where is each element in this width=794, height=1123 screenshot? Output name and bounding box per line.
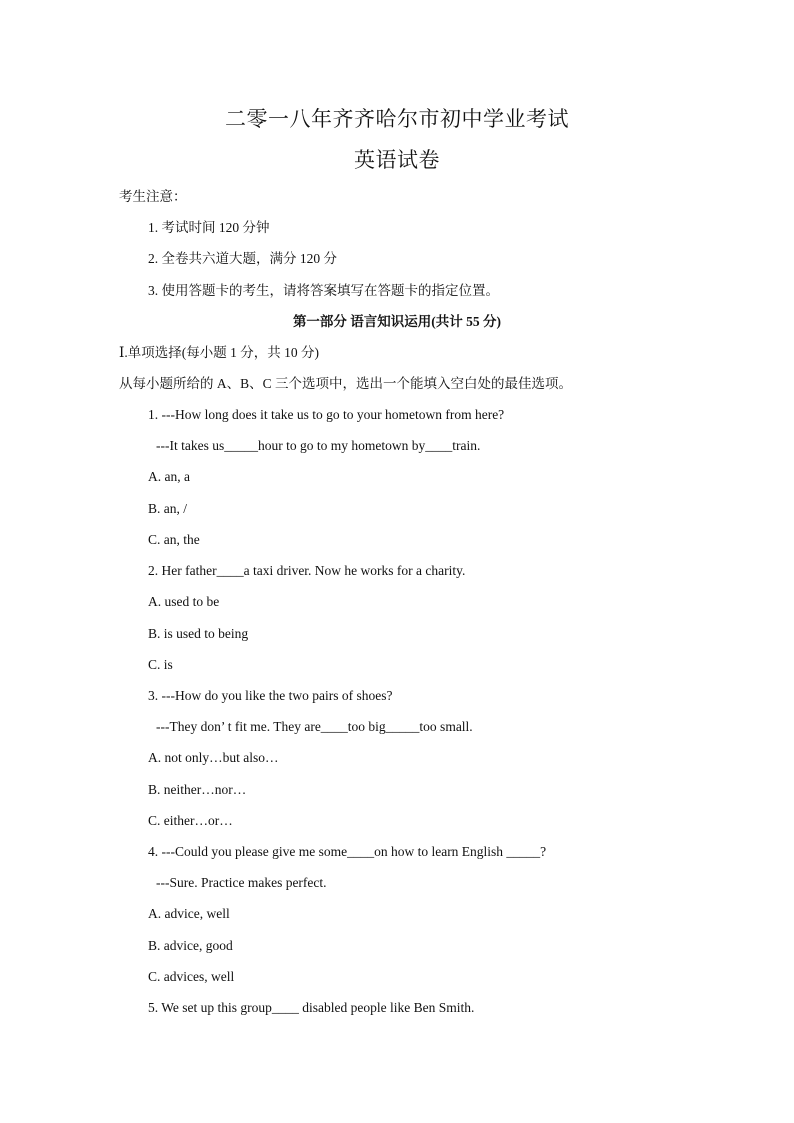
- notice-item: 3. 使用答题卡的考生，请将答案填写在答题卡的指定位置。: [148, 283, 499, 298]
- exam-subtitle: 英语试卷: [354, 148, 440, 172]
- question-stem: ---They don’ t fit me. They are____too big_____too small.: [156, 719, 473, 734]
- question-stem: ---It takes us_____hour to go to my hometown by____train.: [156, 438, 481, 453]
- question-option: B. an, /: [148, 501, 187, 516]
- question-option: B. is used to being: [148, 626, 249, 641]
- notice-item: 2. 全卷共六道大题，满分 120 分: [148, 251, 337, 266]
- question-option: A. not only…but also…: [148, 750, 279, 765]
- question-stem: 1. ---How long does it take us to go to your hometown from here?: [148, 407, 505, 422]
- section-instruction: 从每小题所给的 A、B、C 三个选项中，选出一个能填入空白处的最佳选项。: [119, 376, 573, 391]
- question-option: A. advice, well: [148, 906, 230, 921]
- question-option: C. advices, well: [148, 969, 235, 984]
- question-stem: 3. ---How do you like the two pairs of shoes?: [148, 688, 393, 703]
- question-stem: 4. ---Could you please give me some____on how to learn English _____?: [148, 844, 547, 859]
- exam-title: 二零一八年齐齐哈尔市初中学业考试: [225, 107, 569, 131]
- section-title: Ⅰ.单项选择(每小题 1 分，共 10 分): [119, 345, 319, 360]
- question-option: C. either…or…: [148, 813, 233, 828]
- question-option: A. an, a: [148, 469, 190, 484]
- question-option: B. advice, good: [148, 938, 233, 953]
- question-stem: 2. Her father____a taxi driver. Now he works for a charity.: [148, 563, 466, 578]
- question-option: C. an, the: [148, 532, 200, 547]
- question-stem: ---Sure. Practice makes perfect.: [156, 875, 327, 890]
- question-option: C. is: [148, 657, 173, 672]
- question-stem: 5. We set up this group____ disabled people like Ben Smith.: [148, 1000, 475, 1015]
- question-option: B. neither…nor…: [148, 782, 247, 797]
- part-heading: 第一部分 语言知识运用(共计 55 分): [292, 314, 502, 329]
- question-option: A. used to be: [148, 594, 220, 609]
- notice-item: 1. 考试时间 120 分钟: [148, 220, 270, 235]
- notice-heading: 考生注意：: [119, 189, 187, 204]
